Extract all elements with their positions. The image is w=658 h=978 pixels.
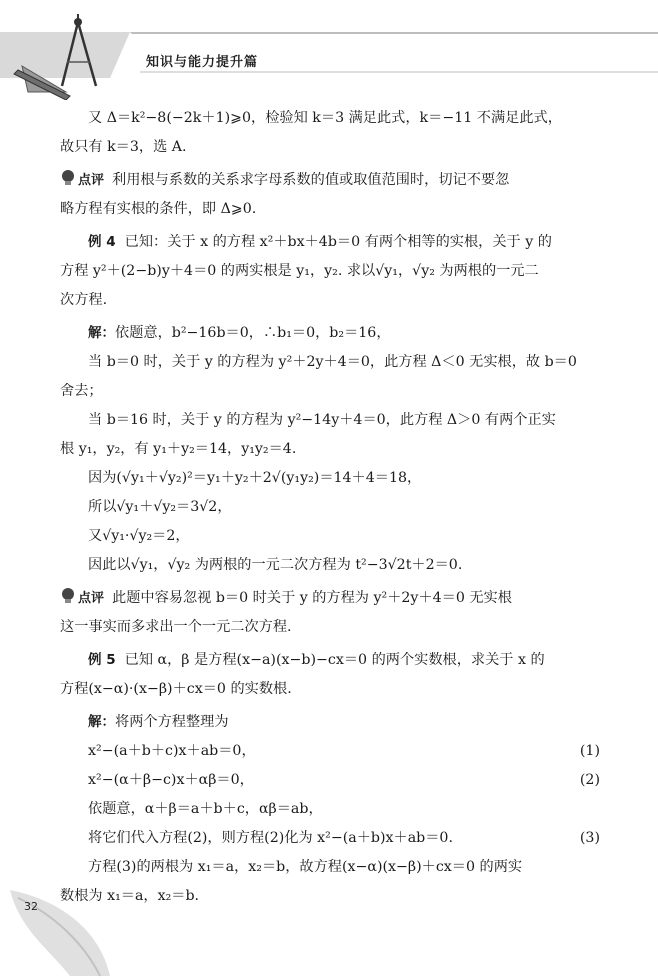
lightbulb-icon bbox=[60, 169, 76, 187]
equation-line: 将它们代入方程(2)，则方程(2)化为 x²−(a＋b)x＋ab＝0. (3) bbox=[60, 824, 600, 853]
header-title: 知识与能力提升篇 bbox=[146, 55, 259, 70]
equation-number: (2) bbox=[579, 772, 600, 788]
example-line: 例 5 已知 α，β 是方程(x−a)(x−b)−cx＝0 的两个实数根，求关于 x 的 bbox=[88, 652, 545, 668]
solution-label: 解： bbox=[88, 714, 115, 730]
text-line: 又 Δ＝k²−8(−2k＋1)⩾0，检验知 k＝3 满足此式，k＝−11 不满足此式， bbox=[88, 110, 562, 126]
text-line: 当 b＝0 时，关于 y 的方程为 y²＋2y＋4＝0，此方程 Δ＜0 无实根，故 b＝0 bbox=[88, 354, 577, 370]
equation-line: x²−(a＋b＋c)x＋ab＝0， (1) bbox=[60, 737, 600, 766]
note-block bbox=[60, 166, 600, 195]
text-line: 方程 y²＋(2−b)y＋4＝0 的两实根是 y₁，y₂. 求以√y₁，√y₂ 为两根的一元二 bbox=[60, 263, 539, 279]
note-badge: 点评 bbox=[60, 584, 104, 613]
text-line: 数根为 x₁＝a，x₂＝b. bbox=[60, 888, 200, 904]
text-line: 次方程. bbox=[60, 292, 108, 308]
text-line: 略方程有实根的条件，即 Δ⩾0. bbox=[60, 201, 257, 217]
page-header bbox=[0, 0, 658, 100]
equation-number: (3) bbox=[579, 830, 600, 846]
compass-ruler-icon bbox=[0, 0, 658, 100]
text-line: 依题意，α＋β＝a＋b＋c，αβ＝ab， bbox=[88, 801, 323, 817]
text-line: 方程(3)的两根为 x₁＝a，x₂＝b，故方程(x−α)(x−β)＋cx＝0 的两实 bbox=[88, 859, 523, 875]
text-line: 利用根与系数的关系求字母系数的值或取值范围时，切记不要忽 bbox=[112, 172, 510, 188]
text-line: 此题中容易忽视 b＝0 时关于 y 的方程为 y²＋2y＋4＝0 无实根 bbox=[112, 590, 512, 606]
text-line: 舍去； bbox=[60, 383, 103, 399]
text-line: 又√y₁·√y₂＝2， bbox=[88, 528, 190, 544]
note-block bbox=[60, 584, 600, 613]
equation-line: x²−(α＋β−c)x＋αβ＝0， (2) bbox=[60, 766, 600, 795]
equation-number: (1) bbox=[579, 743, 600, 759]
text-line: 所以√y₁＋√y₂＝3√2， bbox=[88, 499, 232, 515]
page-content bbox=[60, 104, 600, 911]
text-line: 这一事实而多求出一个一元二次方程. bbox=[60, 619, 292, 635]
example-label: 例 4 bbox=[88, 234, 116, 250]
example-line: 例 4 已知：关于 x 的方程 x²＋bx＋4b＝0 有两个相等的实根，关于 y 的 bbox=[88, 234, 552, 250]
solution-line: 解：将两个方程整理为 bbox=[88, 714, 229, 730]
text-line: 当 b＝16 时，关于 y 的方程为 y²−14y＋4＝0，此方程 Δ＞0 有两个正实 bbox=[88, 412, 556, 428]
solution-line: 解：依题意，b²−16b＝0，∴b₁＝0，b₂＝16， bbox=[88, 325, 391, 341]
text-line: 因此以√y₁，√y₂ 为两根的一元二次方程为 t²−3√2t＋2＝0. bbox=[88, 557, 463, 573]
lightbulb-icon bbox=[60, 587, 76, 605]
text-line: 因为(√y₁＋√y₂)²＝y₁＋y₂＋2√(y₁y₂)＝14＋4＝18， bbox=[88, 470, 422, 486]
text-line: 根 y₁，y₂，有 y₁＋y₂＝14，y₁y₂＝4. bbox=[60, 441, 297, 457]
leaf-icon bbox=[0, 880, 120, 978]
text-line: 故只有 k＝3，选 A. bbox=[60, 139, 187, 155]
solution-label: 解： bbox=[88, 325, 115, 341]
note-badge: 点评 bbox=[60, 166, 104, 195]
example-label: 例 5 bbox=[88, 652, 116, 668]
page-number: 32 bbox=[24, 900, 38, 913]
text-line: 方程(x−α)·(x−β)＋cx＝0 的实数根. bbox=[60, 681, 292, 697]
